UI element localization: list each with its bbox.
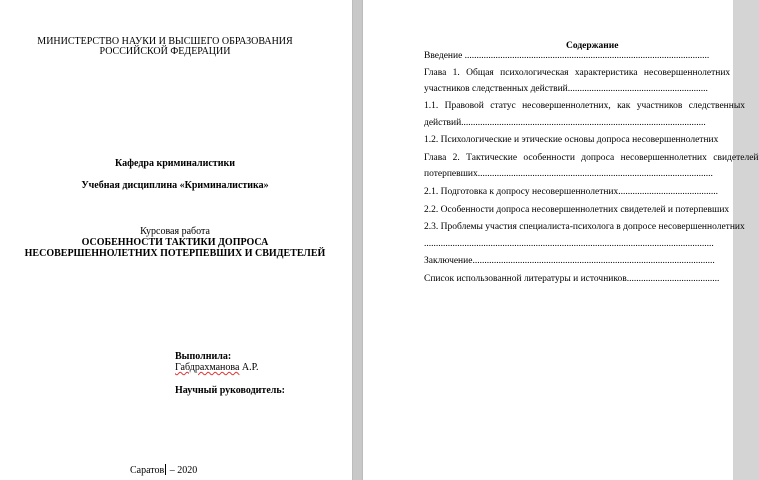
topic-line-2: НЕСОВЕРШЕННОЛЕТНИХ ПОТЕРПЕВШИХ И СВИДЕТЕЛЕЙ xyxy=(24,248,326,259)
author-name xyxy=(175,362,258,373)
toc-section-1-1-line-1[interactable]: 1.1. Правовой статус несовершеннолетних, как участников следственных xyxy=(424,101,745,111)
toc-section-2-3-line-2[interactable]: .......................................................................................................................... xyxy=(424,239,714,249)
toc-conclusion[interactable]: Заключение...................................................................................................... xyxy=(424,256,715,266)
city-year xyxy=(130,464,197,476)
department-label: Кафедра криминалистики xyxy=(115,158,235,169)
toc-section-2-3-line-1[interactable]: 2.3. Проблемы участия специалиста-психолога в допросе несовершеннолетних xyxy=(424,222,745,232)
contents-heading: Содержание xyxy=(566,41,619,51)
ministry-line-1: МИНИСТЕРСТВО НАУКИ И ВЫСШЕГО ОБРАЗОВАНИЯ xyxy=(37,36,293,47)
toc-section-2-1[interactable]: 2.1. Подготовка к допросу несовершеннолетних.......................................... xyxy=(424,187,719,197)
title-page[interactable] xyxy=(0,0,353,480)
author-initials: А.Р. xyxy=(239,362,259,373)
toc-chapter-1-line-1[interactable]: Глава 1. Общая психологическая характеристика несовершеннолетних xyxy=(424,68,731,78)
toc-chapter-2-line-2[interactable]: потерпевших................................................................................................... xyxy=(424,169,713,179)
toc-chapter-2-line-1[interactable]: Глава 2. Тактические особенности допроса несовершеннолетних свидетелей xyxy=(424,153,759,163)
toc-section-1-2[interactable]: 1.2. Психологические и этические основы допроса несовершеннолетних xyxy=(424,135,719,145)
discipline-label: Учебная дисциплина «Криминалистика» xyxy=(81,180,269,191)
supervisor-label: Научный руководитель: xyxy=(175,385,285,396)
year: – 2020 xyxy=(167,465,198,476)
page-gap xyxy=(353,0,362,480)
city: Саратов xyxy=(130,465,165,476)
toc-bibliography[interactable]: Список использованной литературы и источников....................................... xyxy=(424,274,720,284)
author-surname: Габдрахманова xyxy=(175,362,240,373)
toc-introduction[interactable]: Введение ....................................................................................................... xyxy=(424,51,710,61)
topic-line-1: ОСОБЕННОСТИ ТАКТИКИ ДОПРОСА xyxy=(81,237,269,248)
work-type-label: Курсовая работа xyxy=(140,226,210,237)
toc-section-1-1-line-2[interactable]: действий....................................................................................................... xyxy=(424,118,706,128)
ministry-line-2: РОССИЙСКОЙ ФЕДЕРАЦИИ xyxy=(99,46,231,57)
toc-chapter-1-line-2[interactable]: участников следственных действий........................................................... xyxy=(424,84,708,94)
toc-section-2-2[interactable]: 2.2. Особенности допроса несовершеннолетних свидетелей и потерпевших xyxy=(424,205,730,215)
performed-label: Выполнила: xyxy=(175,351,232,362)
